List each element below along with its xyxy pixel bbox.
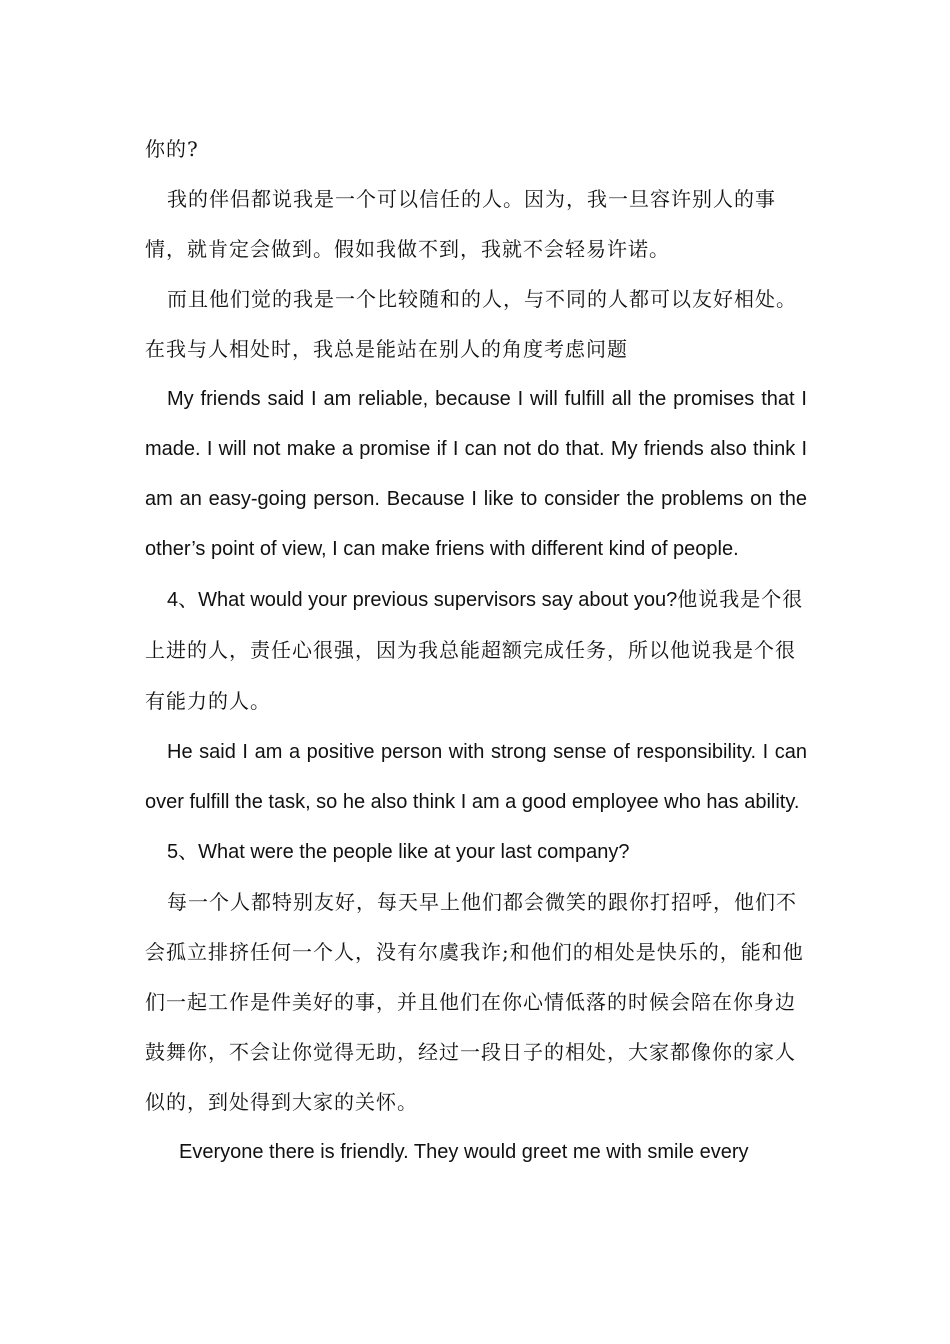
paragraph-supervisor-en: He said I am a positive person with strong sense of responsibility. I can over fulfill the task, so he also think I am a good employee who has ability. [145,741,807,813]
paragraph-friends-en: My friends said I am reliable, because I will fulfill all the promises that I made. I will not make a promise if I can not do that. My friends also think I am an easy-going person. Because I like to consider the problems on the other’s point of view, I can make friens with different kind of people. [145,388,807,560]
answer-4-cn: 他说我是个很上进的人，责任心很强，因为我总能超额完成任务，所以他说我是个很有能力的人。 [145,587,804,713]
paragraph-everyone-friendly-en: Everyone there is friendly. They would greet me with smile every [179,1141,749,1163]
paragraph-question-4 [145,574,807,727]
paragraph-continuation: 你的? [145,137,199,161]
paragraph-easygoing-cn: 而且他们觉的我是一个比较随和的人，与不同的人都可以友好相处。在我与人相处时，我总是能站在别人的角度考虑问题 [145,287,797,361]
question-4-text: 4、What would your previous supervisors say about you? [167,589,678,611]
paragraph-partner-trust-cn: 我的伴侣都说我是一个可以信任的人。因为，我一旦容许别人的事情，就肯定会做到。假如我做不到，我就不会轻易许诺。 [145,187,776,261]
paragraph-company-people-cn: 每一个人都特别友好，每天早上他们都会微笑的跟你打招呼，他们不会孤立排挤任何一个人，没有尔虞我诈;和他们的相处是快乐的，能和他们一起工作是件美好的事，并且他们在你心情低落的时候会陪在你身边鼓舞你，不会让你觉得无助，经过一段日子的相处，大家都像你的家人似的，到处得到大家的关怀。 [145,890,804,1114]
paragraph-question-5: 5、What were the people like at your last company? [167,841,630,863]
document-body [145,124,807,1177]
